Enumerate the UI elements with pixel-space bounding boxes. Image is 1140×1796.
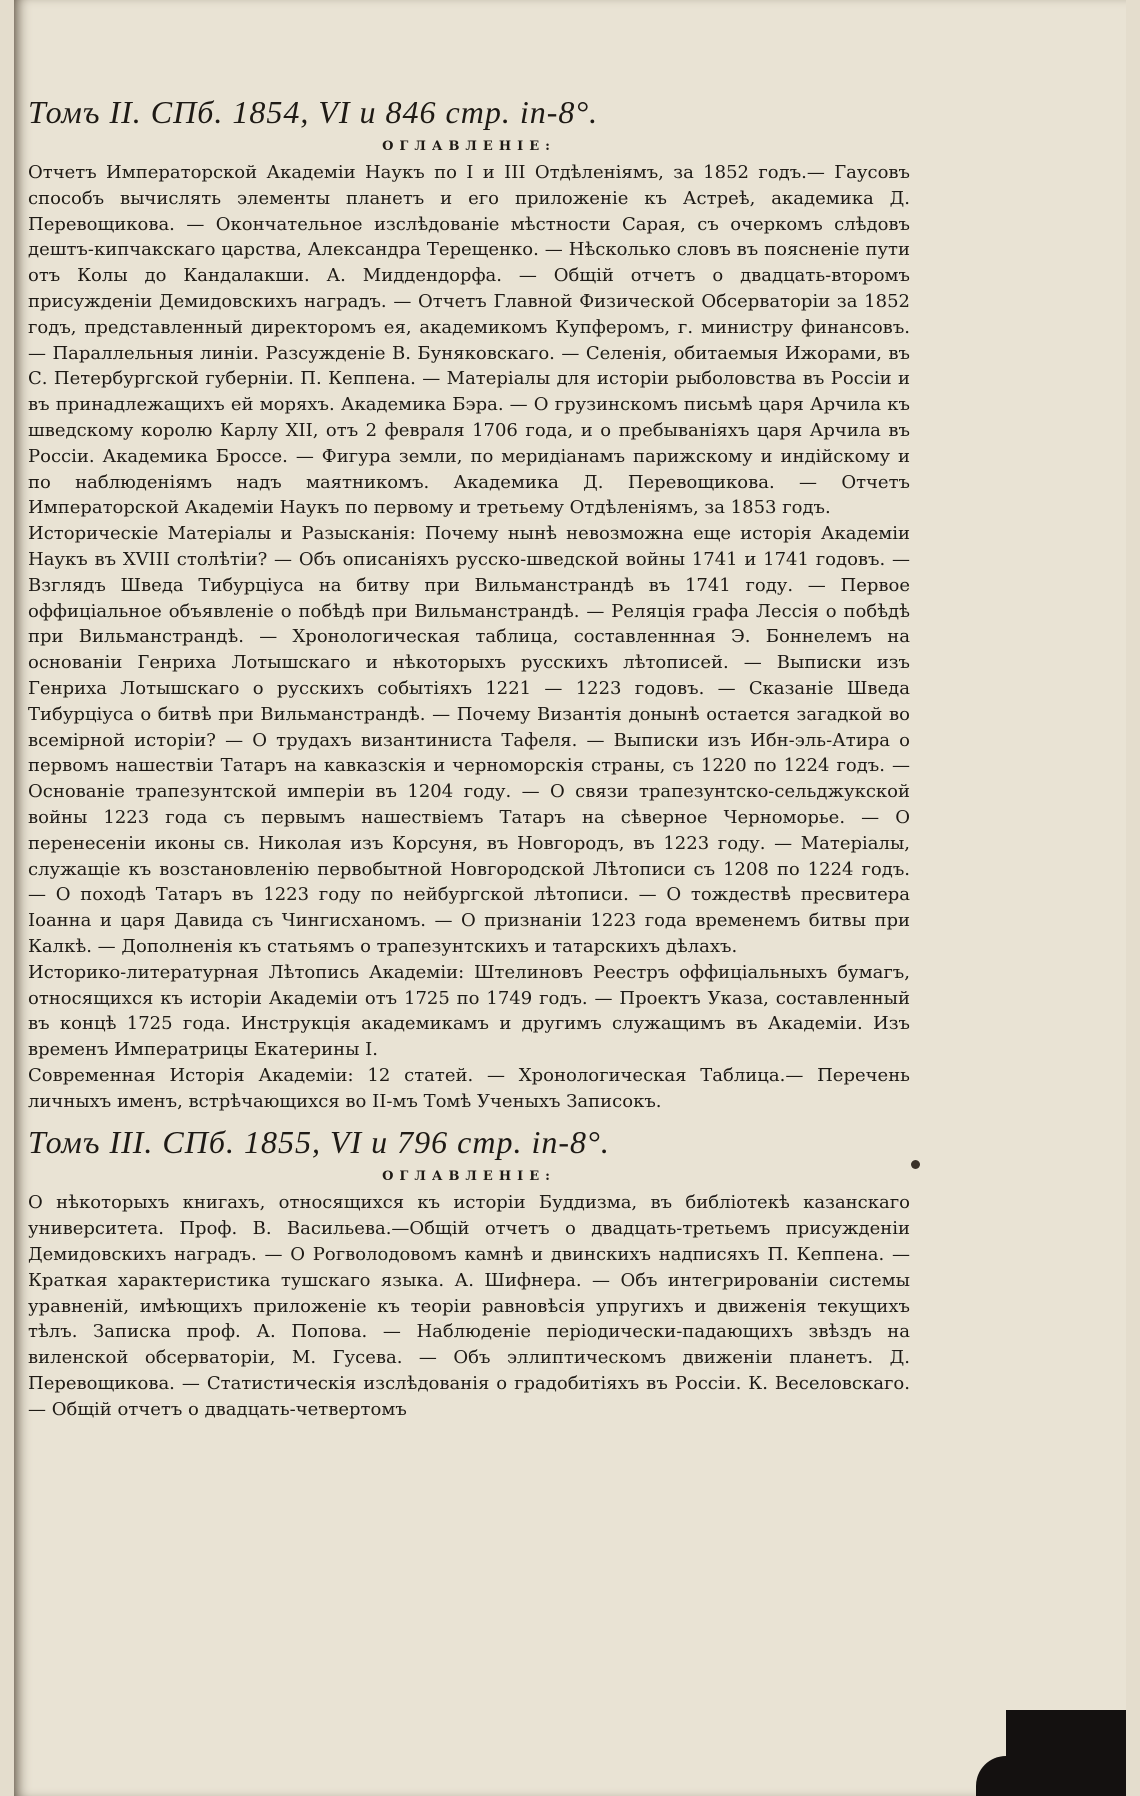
volume-2-toc-title: ОГЛАВЛЕНІЕ: xyxy=(382,139,556,154)
volume-3-paragraph-1: О нѣкоторыхъ книгахъ, относящихся къ исторіи Буддизма, въ библіотекѣ казанскаго университета. Проф. В. Васильева.—Общій отчетъ о двадцать-третьемъ присужденіи Демидовскихъ наградъ. — О Рогволодовомъ камнѣ и двинскихъ надписяхъ П. Кеппена. — Краткая характеристика тушскаго языка. А. Шифнера. — Объ интегрированіи системы уравненій, имѣющихъ приложеніе къ теоріи равновѣсія упругихъ и движенія текущихъ тѣлъ. Записка проф. А. Попова. — Наблюденіе періодически-падающихъ звѣздъ на виленской обсерваторіи, М. Гусева. — Объ эллиптическомъ движеніи планетъ. Д. Перевощикова. — Статистическія изслѣдованія о градобитіяхъ въ Россіи. К. Веселовскаго. — Общій отчетъ о двадцать-четвертомъ xyxy=(28,1192,910,1420)
page-text xyxy=(28,92,910,1423)
volume-3-toc-title: ОГЛАВЛЕНІЕ: xyxy=(382,1169,556,1185)
volume-2-paragraph-2: Историческіе Матеріалы и Разысканія: Почему нынѣ невозможна еще исторія Академіи Наукъ въ XVIII столѣтіи? — Объ описаніяхъ русско-шведской войны 1741 и 1741 годовъ. — Взглядъ Шведа Тибурціуса на битву при Вильманстрандѣ въ 1741 году. — Первое оффиціальное объявленіе о побѣдѣ при Вильманстрандѣ. — Реляція графа Лессія о побѣдѣ при Вильманстрандѣ. — Хронологическая таблица, составленнная Э. Боннелемъ на основаніи Генриха Лотышскаго и нѣкоторыхъ русскихъ лѣтописей. — Выписки изъ Генриха Лотышскаго о русскихъ событіяхъ 1221 — 1223 годовъ. — Сказаніе Шведа Тибурціуса о битвѣ при Вильманстрандѣ. — Почему Византія донынѣ остается загадкой во всемірной исторіи? — О трудахъ византиниста Тафеля. — Выписки изъ Ибн-эль-Атира о первомъ нашествіи Татаръ на кавказскія и черноморскія страны, съ 1220 по 1224 годъ. — Основаніе трапезунтской имперіи въ 1204 году. — О связи трапезунтско-сельджукской войны 1223 года съ первымъ нашествіемъ Татаръ на сѣверное Черноморье. — О перенесеніи иконы св. Николая изъ Корсуня, въ Новгородъ, въ 1223 году. — Матеріалы, служащіе къ возстановленію первобытной Новгородской Лѣтописи съ 1208 по 1224 годъ. — О походѣ Татаръ въ 1223 году по нейбургской лѣтописи. — О тождествѣ пресвитера Іоанна и царя Давида съ Чингисханомъ. — О признаніи 1223 года временемъ битвы при Калкѣ. — Дополненія къ статьямъ о трапезунтскихъ и татарскихъ дѣлахъ. xyxy=(28,523,910,957)
scanned-page xyxy=(14,0,1126,1796)
volume-3-heading: Томъ III. СПб. 1855, VI и 796 стр. in-8°. xyxy=(28,1124,610,1161)
scan-corner-shadow xyxy=(1006,1710,1126,1796)
volume-2-paragraph-4: Современная Исторія Академіи: 12 статей. — Хронологическая Таблица.— Перечень личныхъ именъ, встрѣчающихся во II-мъ Томѣ Ученыхъ Записокъ. xyxy=(28,1064,910,1112)
volume-2-paragraph-3: Историко-литературная Лѣтопись Академіи: Штелиновъ Реестръ оффиціальныхъ бумагъ, относящихся къ исторіи Академіи отъ 1725 по 1749 годъ. — Проектъ Указа, составленный въ концѣ 1725 года. Инструкція академикамъ и другимъ служащимъ въ Академіи. Изъ временъ Императрицы Екатерины I. xyxy=(28,961,910,1061)
volume-2-paragraph-1: Отчетъ Императорской Академіи Наукъ по I и III Отдѣленіямъ, за 1852 годъ.— Гаусовъ способъ вычислять элементы планетъ и его приложеніе къ Астреѣ, академика Д. Перевощикова. — Окончательное изслѣдованіе мѣстности Сарая, съ очеркомъ слѣдовъ дештъ-кипчакскаго царства, Александра Терещенко. — Нѣсколько словъ въ поясненіе пути отъ Колы до Кандалакши. А. Миддендорфа. — Общій отчетъ о двадцать-второмъ присужденіи Демидовскихъ наградъ. — Отчетъ Главной Физической Обсерваторіи за 1852 годъ, представленный директоромъ ея, академикомъ Купферомъ, г. министру финансовъ. — Параллельныя линіи. Разсужденіе В. Буняковскаго. — Селенія, обитаемыя Ижорами, въ С. Петербургской губерніи. П. Кеппена. — Матеріалы для исторіи рыболовства въ Россіи и въ принадлежащихъ ей моряхъ. Академика Бэра. — О грузинскомъ письмѣ царя Арчила къ шведскому королю Карлу XII, отъ 2 февраля 1706 года, и о пребываніяхъ царя Арчила въ Россіи. Академика Броссе. — Фигура земли, по меридіанамъ парижскому и индійскому и по наблюденіямъ надъ маятникомъ. Академика Д. Перевощикова. — Отчетъ Императорской Академіи Наукъ по первому и третьему Отдѣленіямъ, за 1853 годъ. xyxy=(28,162,910,519)
volume-2-heading: Томъ II. СПб. 1854, VI и 846 стр. in-8°. xyxy=(28,94,599,130)
ink-speck xyxy=(911,1160,920,1169)
